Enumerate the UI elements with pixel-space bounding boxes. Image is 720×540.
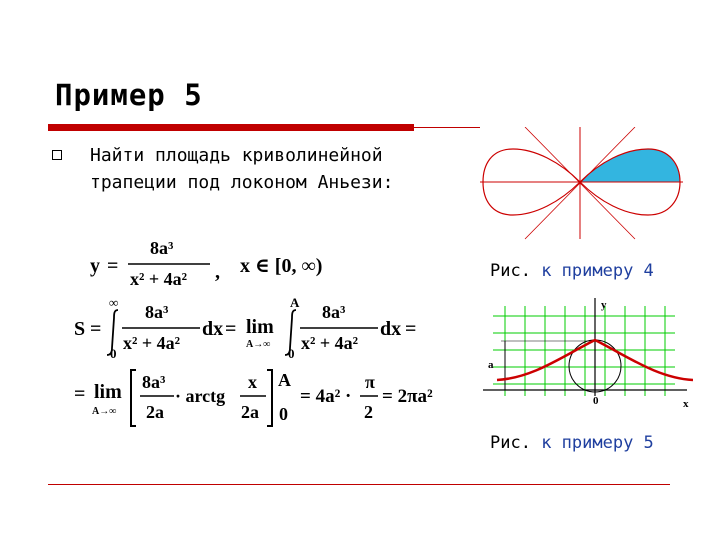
title-underline-accent — [48, 124, 414, 131]
formula3-result: = 2πa² — [382, 386, 433, 407]
bottom-rule — [48, 484, 670, 485]
formula3-lim-sub: A→∞ — [92, 406, 117, 417]
lemniscate-figure — [480, 127, 683, 245]
formula1-y: y — [90, 255, 100, 277]
caption-example-4 — [490, 261, 654, 281]
formula3-lim: lim — [94, 381, 122, 403]
bracket-right — [267, 370, 272, 426]
bracket-left — [131, 370, 136, 426]
formula2-upper1: ∞ — [109, 295, 119, 310]
formula3-frac1-den: 2a — [146, 402, 164, 422]
origin-label: 0 — [593, 395, 599, 407]
formula3-eq2: = 4a² · — [300, 386, 352, 407]
formula3-eq: = — [74, 383, 86, 405]
formula2-eq: = — [90, 318, 102, 340]
formula1-eq: = — [107, 255, 119, 277]
y-axis-label: y — [601, 299, 607, 311]
formula3-arctg: · arctg — [175, 386, 226, 406]
caption-4-prefix: Рис. — [490, 261, 531, 281]
bullet-text: Найти площадь криволинейной трапеции под локоном Аньези: — [90, 145, 394, 193]
bullet-square-icon — [52, 150, 62, 160]
formula3-bar-upper: A — [278, 370, 291, 390]
formula2-lim-sub: A→∞ — [246, 339, 271, 350]
caption-5-prefix: Рис. — [490, 433, 531, 453]
formula2-eq3: = — [405, 318, 417, 340]
caption-example-5 — [490, 433, 654, 453]
formula3-bar-lower: 0 — [279, 404, 288, 424]
agnesi-figure — [483, 296, 693, 412]
formula2-dx2: dx — [380, 318, 402, 340]
formula2-den2: x² + 4a² — [301, 333, 359, 353]
formula2-upper2: A — [290, 295, 300, 310]
caption-4-accent: к примеру 4 — [541, 261, 654, 281]
caption-5-accent: к примеру 5 — [541, 433, 654, 453]
formula2-lim: lim — [246, 316, 274, 338]
formula2-num: 8a³ — [145, 302, 169, 322]
formula3-pi-num: π — [365, 372, 375, 392]
formula3-frac2-den: 2a — [241, 402, 259, 422]
formula3-frac1-num: 8a³ — [142, 372, 166, 392]
formula1-domain: x ∈ [0, ∞) — [240, 255, 323, 277]
formula-block — [60, 230, 460, 435]
formula2-dx: dx — [202, 318, 224, 340]
formula3-pi-den: 2 — [364, 402, 373, 422]
slide-title: Пример 5 — [55, 78, 203, 112]
formula1-num: 8a³ — [150, 238, 174, 258]
formula1-den: x² + 4a² — [130, 269, 188, 289]
formula2-num2: 8a³ — [322, 302, 346, 322]
formula2-den: x² + 4a² — [123, 333, 181, 353]
formula2-S: S — [74, 318, 86, 340]
formula1-comma: , — [215, 261, 220, 283]
formula2-lower2: 0 — [288, 346, 295, 361]
formula3-frac2-num: x — [248, 372, 257, 392]
formula2-lower1: 0 — [110, 346, 117, 361]
a-label: a — [488, 359, 494, 371]
x-axis-label: x — [683, 398, 689, 410]
formula2-eq2: = — [225, 318, 237, 340]
